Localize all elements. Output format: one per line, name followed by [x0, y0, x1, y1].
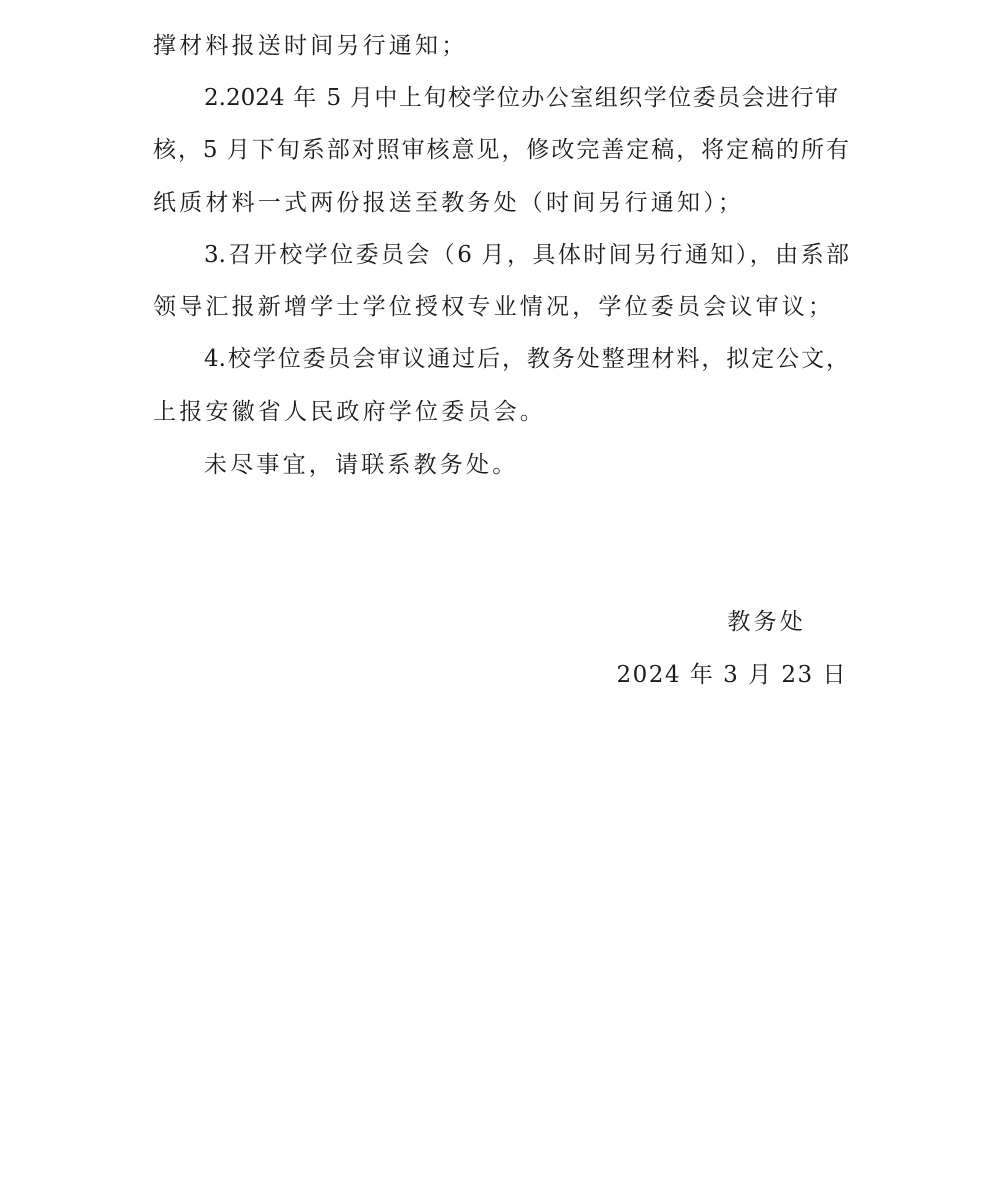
paragraph-line: 核，5 月下旬系部对照审核意见，修改完善定稿，将定稿的所有 — [153, 137, 849, 163]
paragraph-line: 4.校学位委员会审议通过后，教务处整理材料，拟定公文， — [204, 346, 849, 372]
paragraph-line: 纸质材料一式两份报送至教务处（时间另行通知）； — [153, 190, 745, 216]
paragraph-line: 3.召开校学位委员会（6 月，具体时间另行通知），由系部 — [204, 242, 849, 268]
paragraph-line: 2.2024 年 5 月中上旬校学位办公室组织学位委员会进行审 — [204, 85, 838, 111]
paragraph-line: 领导汇报新增学士学位授权专业情况，学位委员会议审议； — [153, 294, 835, 320]
signature-date: 2024 年 3 月 23 日 — [616, 662, 847, 688]
paragraph-line: 撑材料报送时间另行通知； — [153, 33, 468, 59]
closing-line: 未尽事宜，请联系教务处。 — [204, 452, 519, 478]
paragraph-line: 上报安徽省人民政府学位委员会。 — [153, 399, 546, 425]
signature-department: 教务处 — [727, 609, 806, 635]
